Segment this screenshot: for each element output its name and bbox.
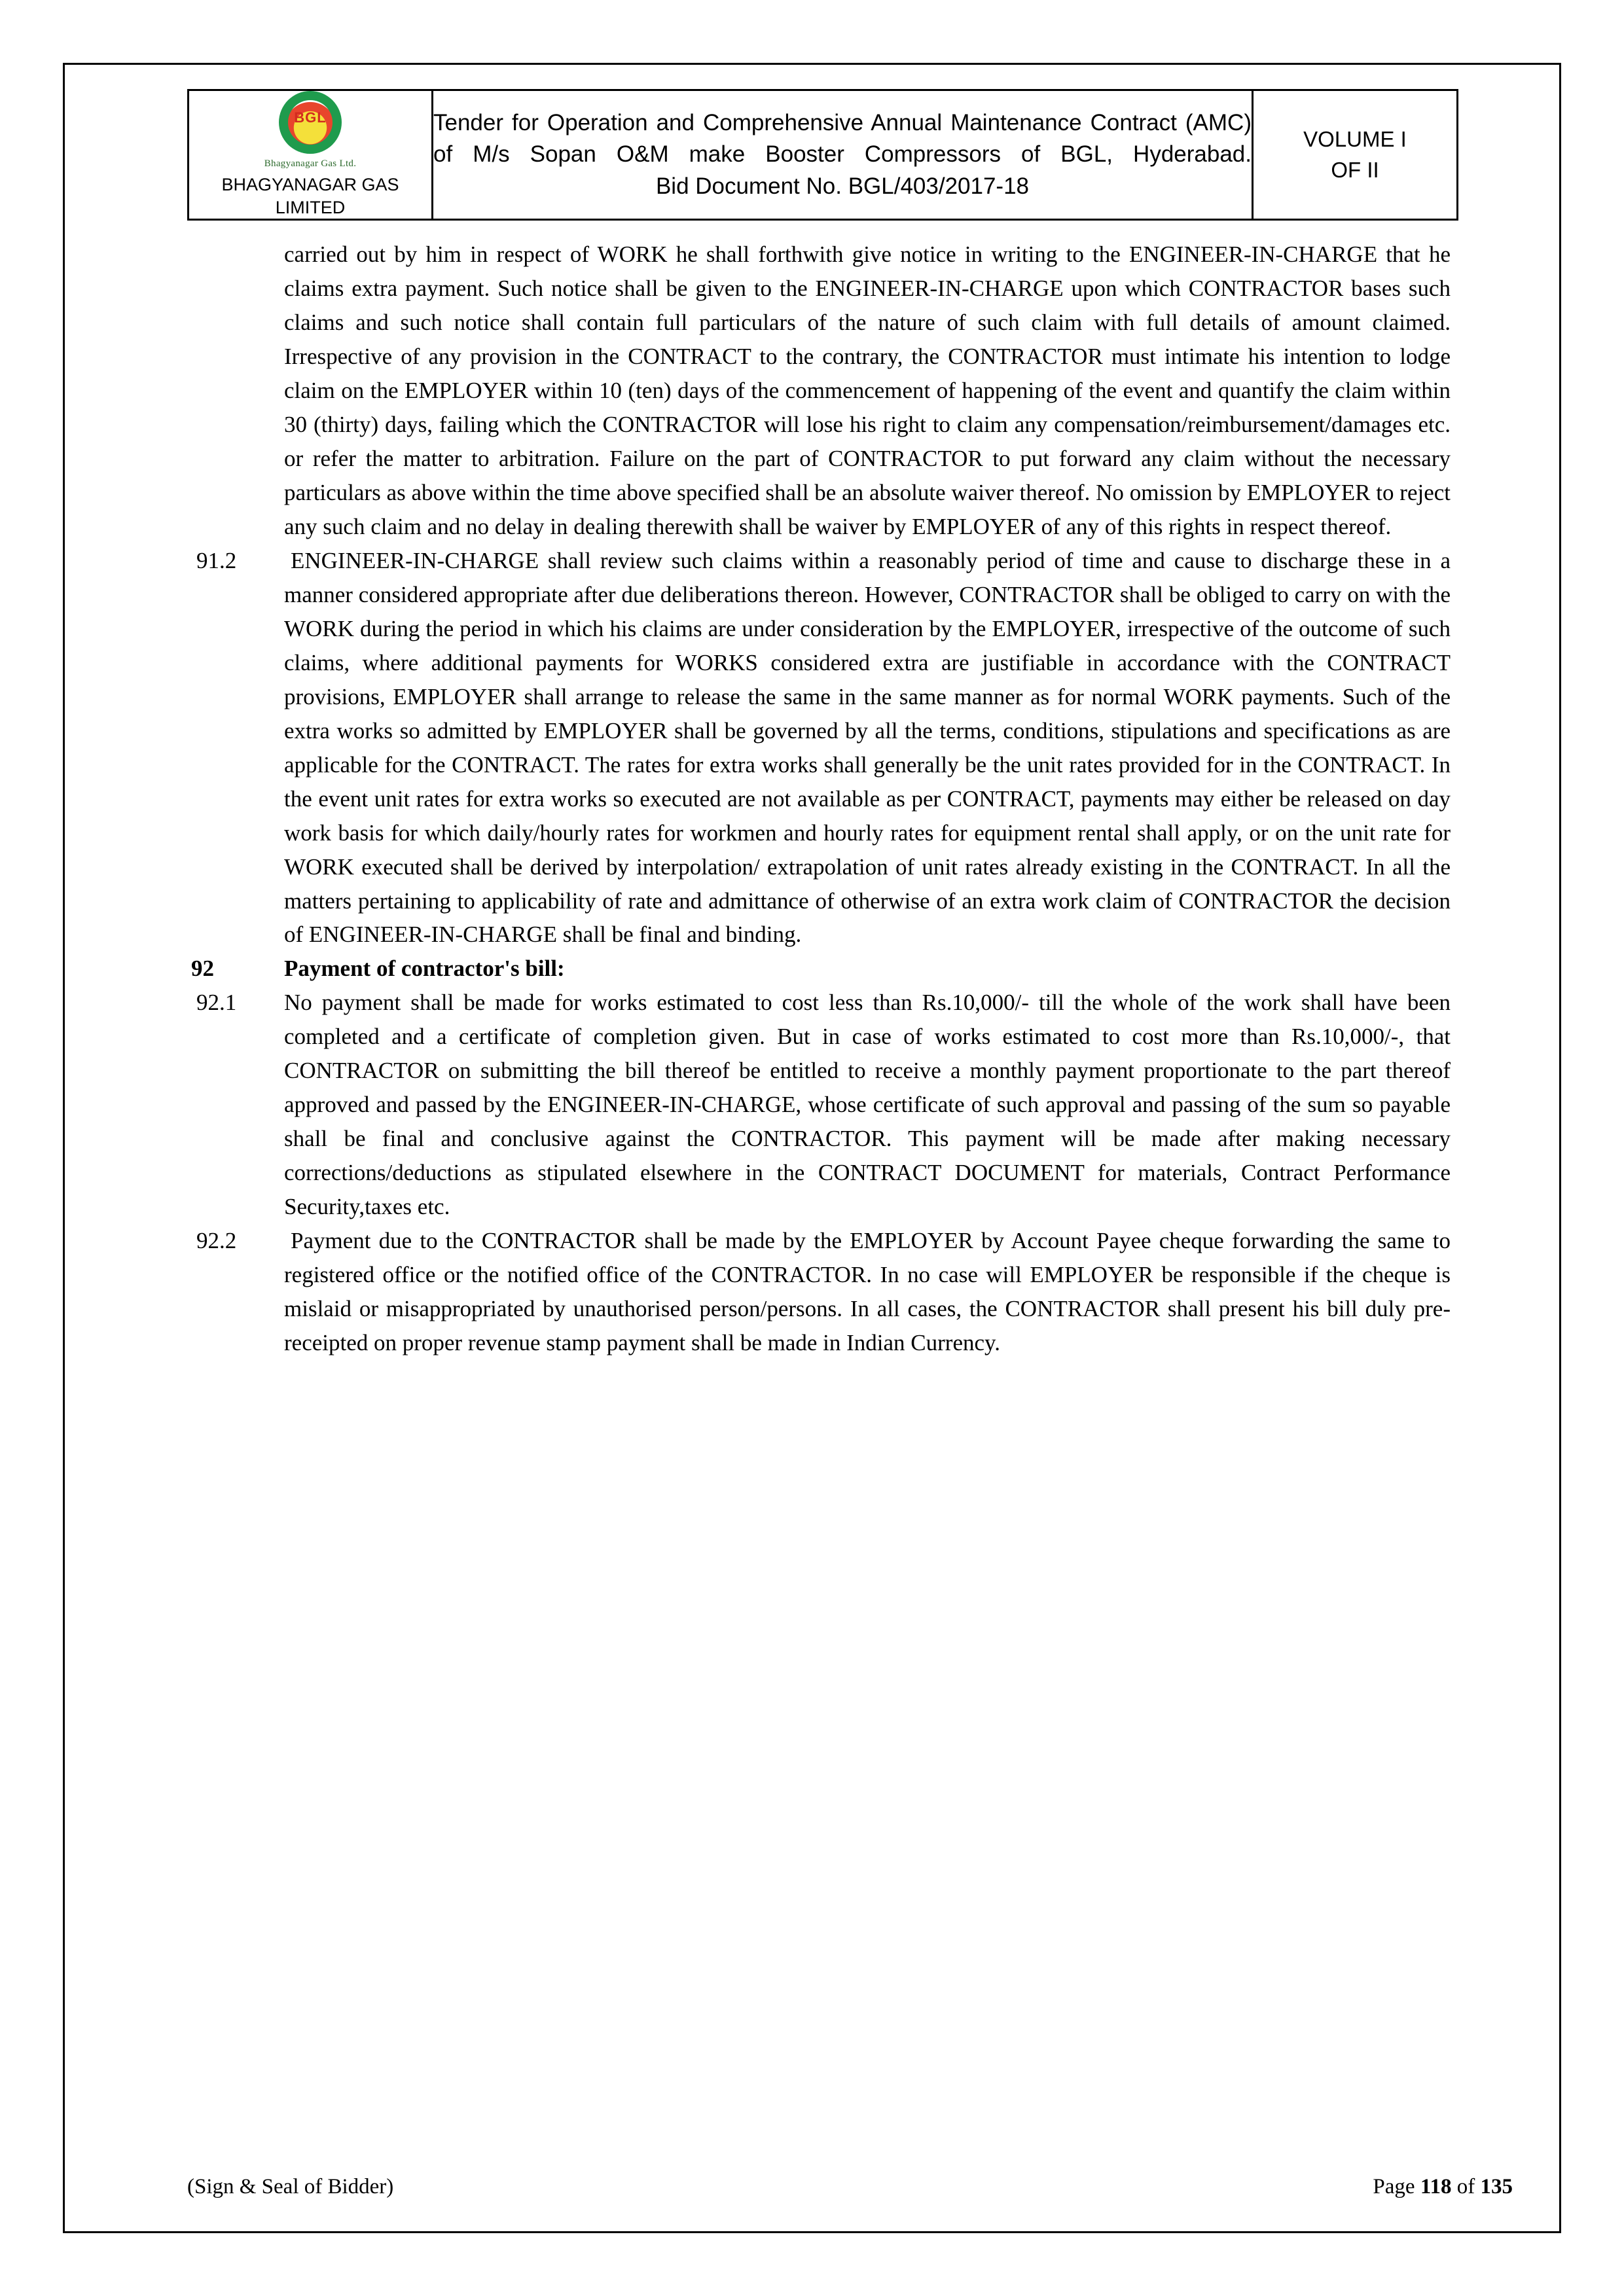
- footer-total-pages: 135: [1480, 2175, 1513, 2198]
- company-name-line1: BHAGYANAGAR GAS: [221, 175, 399, 194]
- clause-text: Payment due to the CONTRACTOR shall be made by the EMPLOYER by Account Payee cheque forwarding the same to registered office or the notified office of the CONTRACTOR. In no case will EMPLOYER be responsible if the cheque is mislaid or misappropriated by unauthorised person/persons. In all cases, the CONTRACTOR shall present his bill duly pre-receipted on proper revenue stamp payment shall be made in Indian Currency.: [284, 1228, 1451, 1356]
- header-title-cell: [433, 90, 1253, 220]
- clause-number: 92.1: [196, 990, 237, 1016]
- clause-text: ENGINEER-IN-CHARGE shall review such claims within a reasonably period of time and cause to discharge these in a manner considered appropriate after due deliberations thereon. However, CONTRACTOR shall be obliged to carry on with the WORK during the period in which his claims are under consideration by the EMPLOYER, irrespective of the outcome of such claims, where additional payments for WORKS considered extra are justifiable in accordance with the CONTRACT provisions, EMPLOYER shall arrange to release the same in the same manner as for normal WORK payments. Such of the extra works so admitted by EMPLOYER shall be governed by all the terms, conditions, stipulations and specifications as are applicable for the CONTRACT. The rates for extra works shall generally be the unit rates provided for in the CONTRACT. In the event unit rates for extra works so executed are not available as per CONTRACT, payments may either be released on day work basis for which daily/hourly rates for workmen and hourly rates for equipment rental shall apply, or on the unit rate for WORK executed shall be derived by interpolation/ extrapolation of unit rates already existing in the CONTRACT. In all the matters pertaining to applicability of rate and admittance of otherwise of an extra work claim of CONTRACTOR the decision of ENGINEER-IN-CHARGE shall be final and binding.: [284, 547, 1451, 948]
- document-body: [187, 238, 1451, 1360]
- clause-92-1: [187, 986, 1451, 1224]
- page-footer: [187, 2175, 1513, 2199]
- bhagyanagar-gas-logo-icon: [279, 91, 342, 154]
- logo-wrap: [189, 91, 431, 219]
- clause-92-2: [187, 1224, 1451, 1360]
- company-name-line2: LIMITED: [275, 197, 346, 217]
- footer-sign-seal: (Sign & Seal of Bidder): [187, 2175, 394, 2198]
- clause-heading: Payment of contractor's bill:: [284, 956, 565, 982]
- tender-title-line2: Maintenance Contract (AMC) of M/s Sopan O&M: [433, 110, 1252, 167]
- clause-92: [187, 952, 1451, 986]
- clause-number: 92.2: [196, 1228, 237, 1254]
- tender-title: [433, 107, 1252, 202]
- footer-page-word: Page: [1373, 2175, 1415, 2198]
- clause-number: 91.2: [196, 547, 237, 573]
- volume-line1: VOLUME I: [1303, 126, 1407, 151]
- logo-letters: BGL: [294, 109, 327, 126]
- clause-number: 92: [191, 956, 214, 982]
- volume-line2: OF II: [1331, 157, 1379, 182]
- bid-document-number: Bid Document No. BGL/403/2017-18: [655, 173, 1030, 200]
- footer-current-page: 118: [1420, 2175, 1452, 2198]
- header-logo-cell: [189, 90, 433, 220]
- volume-label: [1254, 124, 1456, 186]
- page-content: [187, 89, 1451, 1360]
- footer-of-word: of: [1456, 2175, 1475, 2198]
- header-volume-cell: [1253, 90, 1458, 220]
- logo-caption: Bhagyanagar Gas Ltd.: [264, 158, 357, 169]
- company-name: [189, 173, 431, 219]
- tender-title-line3: make Booster Compressors of BGL, Hyderabad.: [689, 141, 1252, 167]
- clause-91-2: [187, 544, 1451, 952]
- document-header-table: [187, 89, 1458, 221]
- tender-title-line1: Tender for Operation and Comprehensive Annual: [433, 110, 943, 136]
- clause-text: No payment shall be made for works estimated to cost less than Rs.10,000/- till the whole of the work shall have been completed and a certificate of completion given. But in case of works estimated to cost more than Rs.10,000/-, that CONTRACTOR on submitting the bill thereof be entitled to receive a monthly payment proportionate to the part thereof approved and passed by the ENGINEER-IN-CHARGE, whose certificate of such approval and passing of the sum so payable shall be final and conclusive against the CONTRACTOR. This payment will be made after making necessary corrections/deductions as stipulated elsewhere in the CONTRACT DOCUMENT for materials, Contract Performance Security,taxes etc.: [284, 990, 1451, 1220]
- header-row: [189, 90, 1458, 220]
- footer-page-number: [1373, 2175, 1513, 2199]
- continued-paragraph: carried out by him in respect of WORK he shall forthwith give notice in writing to the ENGINEER-IN-CHARGE that he claims extra payment. Such notice shall be given to the ENGINEER-IN-CHARGE upon which CONTRACTOR bases such claims and such notice shall contain full particulars of the nature of such claim with full details of amount claimed. Irrespective of any provision in the CONTRACT to the contrary, the CONTRACTOR must intimate his intention to lodge claim on the EMPLOYER within 10 (ten) days of the commencement of happening of the event and quantify the claim within 30 (thirty) days, failing which the CONTRACTOR will lose his right to claim any compensation/reimbursement/damages etc. or refer the matter to arbitration. Failure on the part of CONTRACTOR to put forward any claim without the necessary particulars as above within the time above specified shall be an absolute waiver thereof. No omission by EMPLOYER to reject any such claim and no delay in dealing therewith shall be waiver by EMPLOYER of any of this rights in respect thereof.: [284, 242, 1451, 539]
